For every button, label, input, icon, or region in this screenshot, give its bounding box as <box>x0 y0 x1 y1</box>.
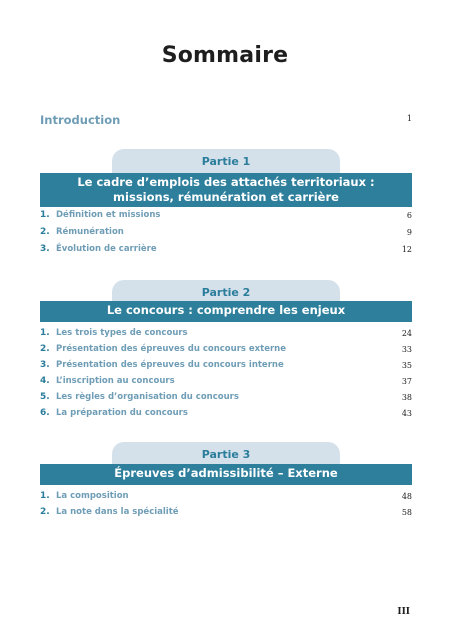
part-1-title-line-2: missions, rémunération et carrière <box>113 190 339 204</box>
item-page: 12 <box>401 245 412 254</box>
item-label: Évolution de carrière <box>56 244 157 254</box>
item-page: 6 <box>406 211 412 220</box>
item-label: Définition et missions <box>56 210 161 220</box>
toc-item[interactable] <box>40 344 412 358</box>
item-number: 1. <box>40 328 50 338</box>
toc-item[interactable] <box>40 227 412 241</box>
item-label: Présentation des épreuves du concours externe <box>56 344 286 354</box>
toc-item[interactable] <box>40 210 412 224</box>
item-page: 33 <box>401 345 412 354</box>
item-label: La composition <box>56 491 129 501</box>
item-page: 43 <box>401 409 412 418</box>
part-2-title-line-1: Le concours : comprendre les enjeux <box>106 303 346 317</box>
item-number: 3. <box>40 244 50 254</box>
toc-item[interactable] <box>40 392 412 406</box>
item-number: 5. <box>40 392 50 402</box>
part-2-banner[interactable] <box>40 301 412 322</box>
item-label: L’inscription au concours <box>56 376 175 386</box>
item-number: 4. <box>40 376 50 386</box>
item-label: Les règles d’organisation du concours <box>56 392 239 402</box>
page-title: Sommaire <box>161 43 289 68</box>
item-page: 24 <box>401 329 412 338</box>
item-label: La préparation du concours <box>56 408 188 418</box>
toc-item[interactable] <box>40 244 412 258</box>
toc-item[interactable] <box>40 376 412 390</box>
part-1-title-line-1: Le cadre d’emplois des attachés territoriaux : <box>77 175 375 189</box>
item-number: 3. <box>40 360 50 370</box>
toc-introduction[interactable] <box>40 113 412 129</box>
item-number: 2. <box>40 507 50 517</box>
item-label: Présentation des épreuves du concours interne <box>56 360 284 370</box>
part-1-section <box>40 149 412 259</box>
introduction-page: 1 <box>406 114 412 123</box>
item-number: 6. <box>40 408 50 418</box>
item-number: 1. <box>40 210 50 220</box>
toc-item[interactable] <box>40 328 412 342</box>
item-page: 9 <box>406 228 412 237</box>
item-page: 58 <box>401 508 412 517</box>
item-label: Les trois types de concours <box>56 328 188 338</box>
part-3-tab <box>112 442 340 466</box>
part-2-tab-label: Partie 2 <box>201 286 251 299</box>
item-number: 1. <box>40 491 50 501</box>
part-3-title-line-1: Épreuves d’admissibilité – Externe <box>114 466 338 480</box>
toc-item[interactable] <box>40 360 412 374</box>
part-3-banner[interactable] <box>40 464 412 485</box>
item-page: 38 <box>401 393 412 402</box>
part-1-tab <box>112 149 340 173</box>
part-3-section <box>40 442 412 532</box>
page-folio: III <box>397 607 410 617</box>
item-number: 2. <box>40 344 50 354</box>
item-number: 2. <box>40 227 50 237</box>
toc-item[interactable] <box>40 491 412 505</box>
item-page: 48 <box>401 492 412 501</box>
part-1-banner[interactable] <box>40 173 412 207</box>
item-page: 35 <box>401 361 412 370</box>
part-3-tab-label: Partie 3 <box>201 448 251 461</box>
part-1-tab-label: Partie 1 <box>201 155 251 168</box>
part-2-section <box>40 280 412 425</box>
item-label: Rémunération <box>56 227 124 237</box>
toc-item[interactable] <box>40 408 412 422</box>
toc-item[interactable] <box>40 507 412 521</box>
introduction-label: Introduction <box>40 113 121 127</box>
item-page: 37 <box>401 377 412 386</box>
item-label: La note dans la spécialité <box>56 507 179 517</box>
